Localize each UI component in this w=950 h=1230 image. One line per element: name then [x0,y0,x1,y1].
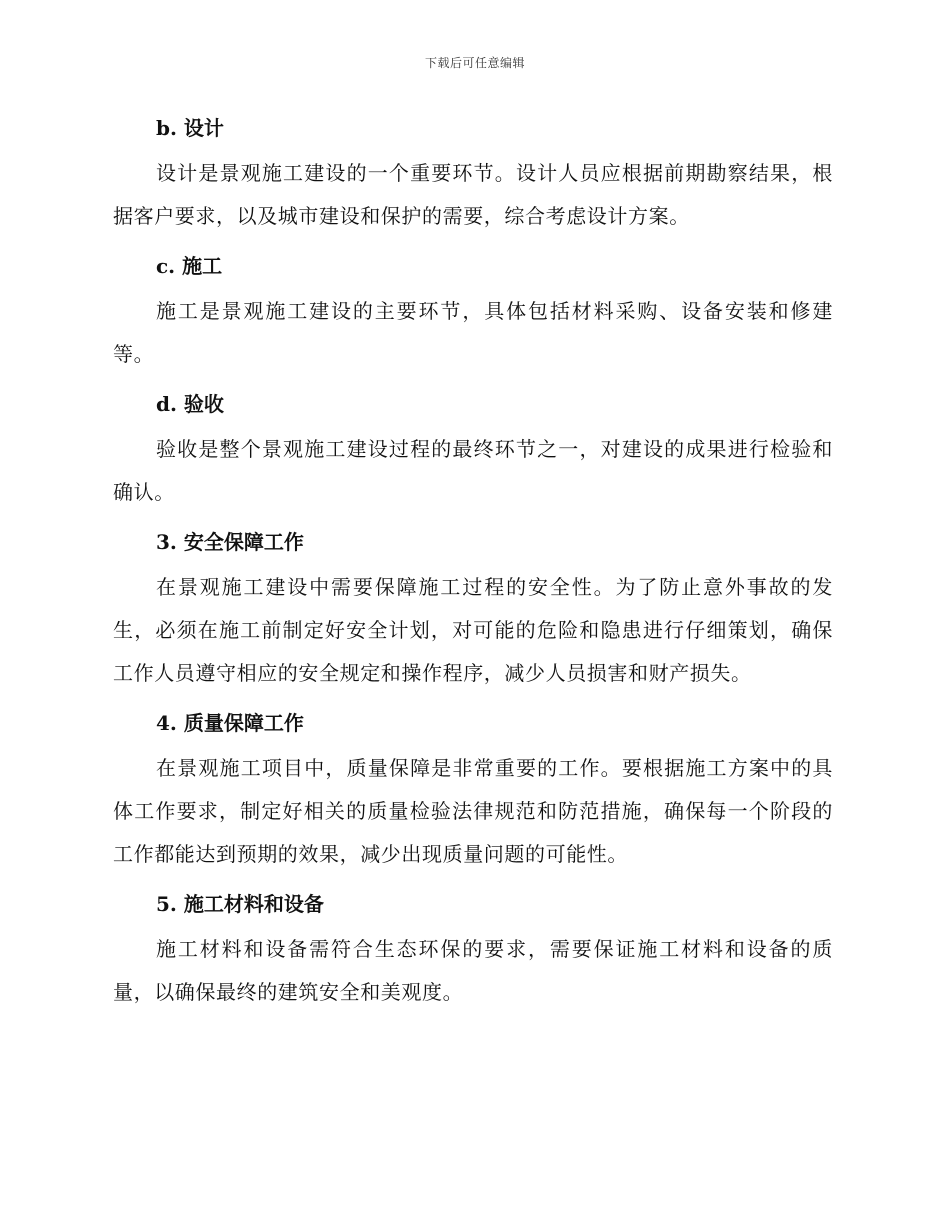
section-paragraph: 施工材料和设备需符合生态环保的要求，需要保证施工材料和设备的质量，以确保最终的建筑安全和美观度。 [113,937,833,1004]
section-safety [113,522,833,695]
section-construction [113,246,833,376]
section-heading: c. 施工 [156,254,223,278]
section-paragraph: 在景观施工建设中需要保障施工过程的安全性。为了防止意外事故的发生，必须在施工前制定好安全计划，对可能的危险和隐患进行仔细策划，确保工作人员遵守相应的安全规定和操作程序，减少人员损害和财产损失。 [113,575,833,685]
section-materials [113,884,833,1014]
section-acceptance [113,384,833,514]
section-heading: 4. 质量保障工作 [156,711,304,735]
section-heading: b. 设计 [156,116,224,140]
document-body [113,108,833,1022]
section-heading: 5. 施工材料和设备 [156,892,324,916]
section-paragraph: 验收是整个景观施工建设过程的最终环节之一，对建设的成果进行检验和确认。 [113,437,833,504]
section-paragraph: 施工是景观施工建设的主要环节，具体包括材料采购、设备安装和修建等。 [113,299,833,366]
section-design [113,108,833,238]
section-quality [113,703,833,876]
section-heading: 3. 安全保障工作 [156,530,304,554]
section-heading: d. 验收 [156,392,224,416]
section-paragraph: 在景观施工项目中，质量保障是非常重要的工作。要根据施工方案中的具体工作要求，制定好相关的质量检验法律规范和防范措施，确保每一个阶段的工作都能达到预期的效果，减少出现质量问题的可能性。 [113,756,833,866]
section-paragraph: 设计是景观施工建设的一个重要环节。设计人员应根据前期勘察结果，根据客户要求，以及城市建设和保护的需要，综合考虑设计方案。 [113,161,833,228]
page-header: 下载后可任意编辑 [424,56,525,70]
